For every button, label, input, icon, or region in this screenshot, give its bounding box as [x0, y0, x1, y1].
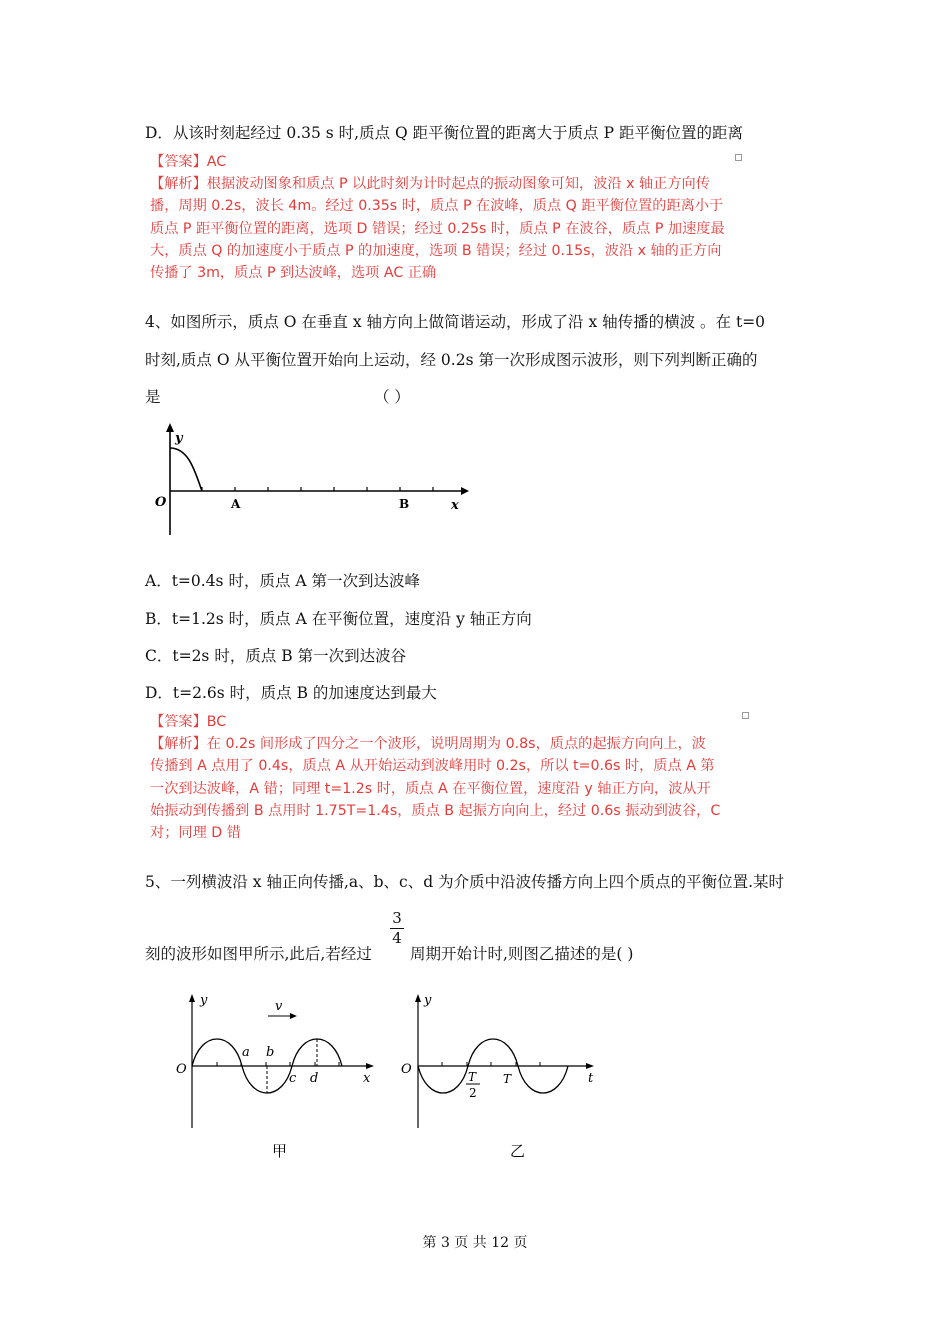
x-label: x — [451, 498, 459, 513]
page-footer: 第 3 页 共 12 页 — [422, 1235, 528, 1251]
c-label: c — [289, 1071, 297, 1086]
q4-answer: 【答案】BC — [150, 714, 227, 730]
q4-wave-figure — [145, 420, 475, 545]
q4-stem-line: 是 — [145, 388, 161, 406]
q4-analysis-line: 传播到 A 点用了 0.4s，质点 A 从开始运动到波峰用时 0.2s，所以 t=0.6s 时，质点 A 第 — [150, 758, 715, 775]
q4-option-d: D．t=2.6s 时，质点 B 的加速度达到最大 — [145, 684, 437, 702]
fraction-denominator: 4 — [392, 929, 402, 947]
d-label: d — [310, 1071, 319, 1086]
x-axis-arrow-icon — [461, 487, 469, 495]
q4-analysis-line: 一次到达波峰，A 错；同理 t=1.2s 时，质点 A 在平衡位置，速度沿 y 轴正方向，波从开 — [150, 780, 711, 797]
q4-stem-line: 时刻,质点 O 从平衡位置开始向上运动，经 0.2s 第一次形成图示波形，则下列判断正确的 — [145, 351, 758, 369]
x-axis-arrow-icon — [366, 1063, 374, 1069]
q5-figure-yi — [393, 990, 608, 1165]
q5-stem-line: 5、一列横波沿 x 轴正向传播,a、b、c、d 为介质中沿波传播方向上四个质点的平衡位置.某时 — [145, 873, 785, 891]
t-axis-arrow-icon — [586, 1063, 594, 1069]
q4-analysis-line: 始振动到传播到 B 点用时 1.75T=1.4s，质点 B 起振方向向上，经过 0.6s 振动到波谷，C — [150, 802, 721, 819]
y-label: y — [424, 993, 432, 1008]
q5-fraction — [390, 910, 404, 947]
point-a-label: A — [231, 497, 241, 511]
q4-option-b: B．t=1.2s 时，质点 A 在平衡位置，速度沿 y 轴正方向 — [145, 610, 532, 628]
q4-stem-line: 4、如图所示，质点 O 在垂直 x 轴方向上做简谐运动，形成了沿 x 轴传播的横波 。在 t=0 — [145, 313, 766, 331]
q4-option-a: A．t=0.4s 时，质点 A 第一次到达波峰 — [145, 572, 420, 590]
t-label: t — [588, 1071, 594, 1086]
q3-analysis-line: 大，质点 Q 的加速度小于质点 P 的加速度，选项 B 错误；经过 0.15s，波沿 x 轴的正方向 — [150, 242, 722, 259]
y-axis-arrow-icon — [415, 994, 421, 1002]
q3-answer-block — [150, 151, 750, 284]
q4-analysis-line: 【解析】在 0.2s 间形成了四分之一个波形，说明周期为 0.8s，质点的起振方向向上，波 — [150, 736, 706, 753]
q4-answer-block — [150, 711, 750, 844]
q5-figure-jia — [170, 990, 385, 1165]
y-label: y — [200, 993, 208, 1008]
v-label: v — [275, 999, 283, 1014]
q4-bracket: （ ） — [374, 388, 410, 406]
anchor-mark-icon — [742, 712, 749, 719]
origin-label: O — [155, 495, 167, 510]
q3-answer: 【答案】AC — [150, 154, 227, 170]
b-label: b — [266, 1045, 275, 1060]
x-label: x — [363, 1071, 371, 1086]
q3-option-d: D．从该时刻起经过 0.35 s 时,质点 Q 距平衡位置的距离大于质点 P 距平衡位置的距离 — [145, 124, 743, 142]
a-label: a — [242, 1045, 250, 1060]
period-label: T — [503, 1072, 512, 1086]
point-b-label: B — [399, 497, 410, 511]
half-period-numerator: T — [468, 1070, 477, 1084]
origin-label: O — [176, 1062, 187, 1077]
q3-analysis-line: 质点 P 距平衡位置的距离，选项 D 错误；经过 0.25s 时，质点 P 在波谷，质点 P 加速度最 — [150, 220, 725, 237]
y-axis-arrow-icon — [166, 423, 174, 432]
q4-option-c: C．t=2s 时，质点 B 第一次到达波谷 — [145, 647, 407, 665]
q5-stem-line: 刻的波形如图甲所示,此后,若经过 — [145, 945, 372, 963]
q3-analysis-line: 【解析】根据波动图象和质点 P 以此时刻为计时起点的振动图象可知，波沿 x 轴正方向传 — [150, 176, 710, 193]
figure-caption: 乙 — [510, 1142, 526, 1160]
q5-stem-line: 周期开始计时,则图乙描述的是( ) — [410, 945, 634, 963]
y-label: y — [175, 431, 183, 446]
q4-analysis-line: 对；同理 D 错 — [150, 825, 241, 842]
velocity-arrow-icon — [290, 1013, 297, 1019]
half-period-denominator: 2 — [469, 1086, 477, 1100]
q3-analysis-line: 播，周期 0.2s，波长 4m。经过 0.35s 时，质点 P 在波峰，质点 Q 距平衡位置的距离小于 — [150, 198, 724, 215]
origin-label: O — [401, 1062, 412, 1077]
anchor-mark-icon — [735, 154, 742, 161]
fraction-numerator: 3 — [392, 909, 402, 927]
y-axis-arrow-icon — [189, 994, 195, 1002]
wave-curve — [170, 448, 202, 491]
figure-caption: 甲 — [272, 1142, 288, 1160]
q3-analysis-line: 传播了 3m，质点 P 到达波峰，选项 AC 正确 — [150, 265, 437, 282]
